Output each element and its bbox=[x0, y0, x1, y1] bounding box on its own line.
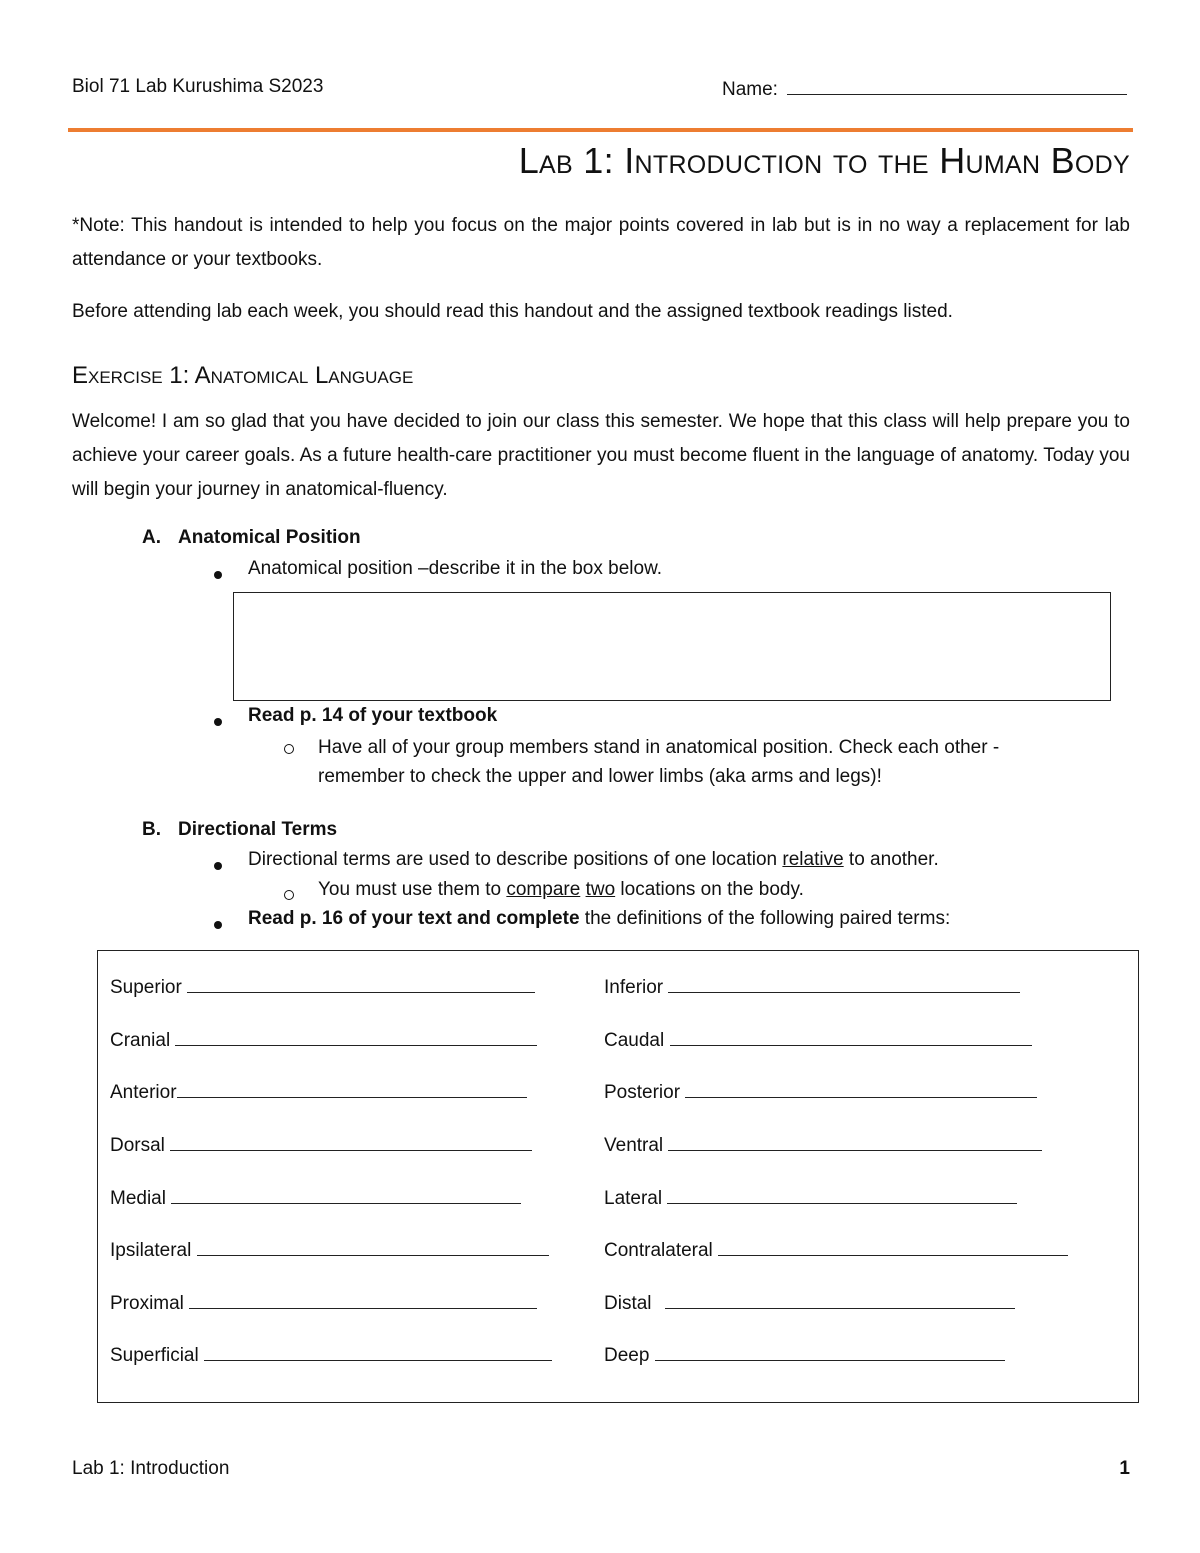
term-label: Cranial bbox=[110, 1030, 171, 1051]
section-a-marker: A. bbox=[142, 527, 161, 548]
term-label: Medial bbox=[110, 1188, 166, 1209]
term-label: Superior bbox=[110, 977, 182, 998]
emphasis-two: two bbox=[585, 879, 616, 900]
anatomical-position-answer-box[interactable] bbox=[233, 592, 1111, 701]
term-row[interactable] bbox=[110, 1027, 537, 1052]
text-segment: to another. bbox=[843, 849, 939, 870]
group-instruction-line-1: Have all of your group members stand in anatomical position. Check each other - bbox=[318, 737, 1000, 758]
group-instruction bbox=[318, 733, 1108, 791]
anatomical-position-prompt: Anatomical position –describe it in the box below. bbox=[248, 558, 663, 579]
bullet-icon bbox=[214, 566, 222, 584]
read-p14: Read p. 14 of your textbook bbox=[248, 705, 498, 726]
section-a-title: Anatomical Position bbox=[178, 527, 361, 548]
term-blank[interactable] bbox=[665, 1290, 1015, 1309]
page-number: 1 bbox=[1119, 1458, 1130, 1479]
name-label: Name: bbox=[722, 79, 778, 100]
text-segment: locations on the body. bbox=[615, 879, 804, 900]
term-blank[interactable] bbox=[667, 1185, 1017, 1204]
term-label: Distal bbox=[604, 1293, 652, 1314]
circle-bullet-icon bbox=[284, 741, 294, 759]
term-blank[interactable] bbox=[189, 1290, 537, 1309]
group-instruction-line-2: remember to check the upper and lower limbs (aka arms and legs)! bbox=[318, 766, 882, 787]
term-label: Caudal bbox=[604, 1030, 665, 1051]
term-label: Contralateral bbox=[604, 1240, 713, 1261]
term-row[interactable] bbox=[604, 974, 1020, 999]
compare-instruction bbox=[318, 879, 804, 901]
section-b-title: Directional Terms bbox=[178, 819, 338, 840]
term-row[interactable] bbox=[604, 1237, 1068, 1262]
term-blank[interactable] bbox=[177, 1079, 527, 1098]
term-row[interactable] bbox=[110, 1237, 549, 1262]
term-row[interactable] bbox=[110, 1079, 527, 1104]
before-paragraph: Before attending lab each week, you should read this handout and the assigned textbook readings listed. bbox=[72, 301, 953, 322]
term-label: Deep bbox=[604, 1345, 650, 1366]
name-blank[interactable] bbox=[787, 76, 1127, 95]
term-blank[interactable] bbox=[187, 974, 535, 993]
term-row[interactable] bbox=[604, 1290, 1015, 1315]
circle-bullet-icon bbox=[284, 887, 294, 905]
section-b-marker: B. bbox=[142, 819, 161, 840]
term-blank[interactable] bbox=[170, 1132, 532, 1151]
name-field[interactable] bbox=[722, 76, 1127, 101]
term-label: Ventral bbox=[604, 1135, 664, 1156]
term-blank[interactable] bbox=[197, 1237, 549, 1256]
term-row[interactable] bbox=[604, 1185, 1017, 1210]
term-blank[interactable] bbox=[685, 1079, 1037, 1098]
bullet-icon bbox=[214, 713, 222, 731]
term-label: Anterior bbox=[110, 1082, 177, 1103]
term-blank[interactable] bbox=[655, 1342, 1005, 1361]
text-segment: the definitions of the following paired terms: bbox=[579, 908, 951, 929]
exercise-intro: Welcome! I am so glad that you have decided to join our class this semester. We hope that this class will help prepare you to achieve your career goals. As a future health-care practitioner you must become fluent in the language of anatomy. Today you will begin your journey in anatomical-fluency. bbox=[72, 411, 1130, 500]
emphasis-relative: relative bbox=[782, 849, 844, 870]
term-row[interactable] bbox=[110, 1185, 521, 1210]
term-label: Ipsilateral bbox=[110, 1240, 192, 1261]
term-blank[interactable] bbox=[171, 1185, 521, 1204]
term-blank[interactable] bbox=[175, 1027, 537, 1046]
terms-box bbox=[97, 950, 1139, 1403]
term-row[interactable] bbox=[110, 1290, 537, 1315]
directional-definition bbox=[248, 849, 939, 871]
term-blank[interactable] bbox=[670, 1027, 1032, 1046]
term-row[interactable] bbox=[110, 974, 535, 999]
term-blank[interactable] bbox=[204, 1342, 552, 1361]
term-blank[interactable] bbox=[668, 974, 1020, 993]
read-p16 bbox=[248, 908, 950, 930]
exercise-heading: Exercise 1: Anatomical Language bbox=[72, 362, 414, 389]
term-blank[interactable] bbox=[718, 1237, 1068, 1256]
header-rule bbox=[68, 128, 1133, 132]
read-p16-bold: Read p. 16 of your text and complete bbox=[248, 908, 580, 929]
term-label: Inferior bbox=[604, 977, 664, 998]
term-label: Posterior bbox=[604, 1082, 681, 1103]
note-paragraph: *Note: This handout is intended to help you focus on the major points covered in lab but is in no way a replacement for lab attendance or your textbooks. bbox=[72, 215, 1130, 270]
term-label: Dorsal bbox=[110, 1135, 165, 1156]
term-row[interactable] bbox=[604, 1132, 1042, 1157]
term-label: Superficial bbox=[110, 1345, 199, 1366]
term-row[interactable] bbox=[604, 1027, 1032, 1052]
term-row[interactable] bbox=[604, 1342, 1005, 1367]
term-row[interactable] bbox=[110, 1342, 552, 1367]
term-label: Lateral bbox=[604, 1188, 663, 1209]
footer-label: Lab 1: Introduction bbox=[72, 1458, 230, 1479]
course-header: Biol 71 Lab Kurushima S2023 bbox=[72, 76, 324, 97]
text-segment: Directional terms are used to describe positions of one location bbox=[248, 849, 783, 870]
page-title: Lab 1: Introduction to the Human Body bbox=[518, 140, 1130, 181]
term-blank[interactable] bbox=[668, 1132, 1042, 1151]
text-segment: You must use them to bbox=[318, 879, 507, 900]
bullet-icon bbox=[214, 916, 222, 934]
emphasis-compare: compare bbox=[506, 879, 581, 900]
bullet-icon bbox=[214, 857, 222, 875]
term-label: Proximal bbox=[110, 1293, 184, 1314]
term-row[interactable] bbox=[604, 1079, 1037, 1104]
term-row[interactable] bbox=[110, 1132, 532, 1157]
